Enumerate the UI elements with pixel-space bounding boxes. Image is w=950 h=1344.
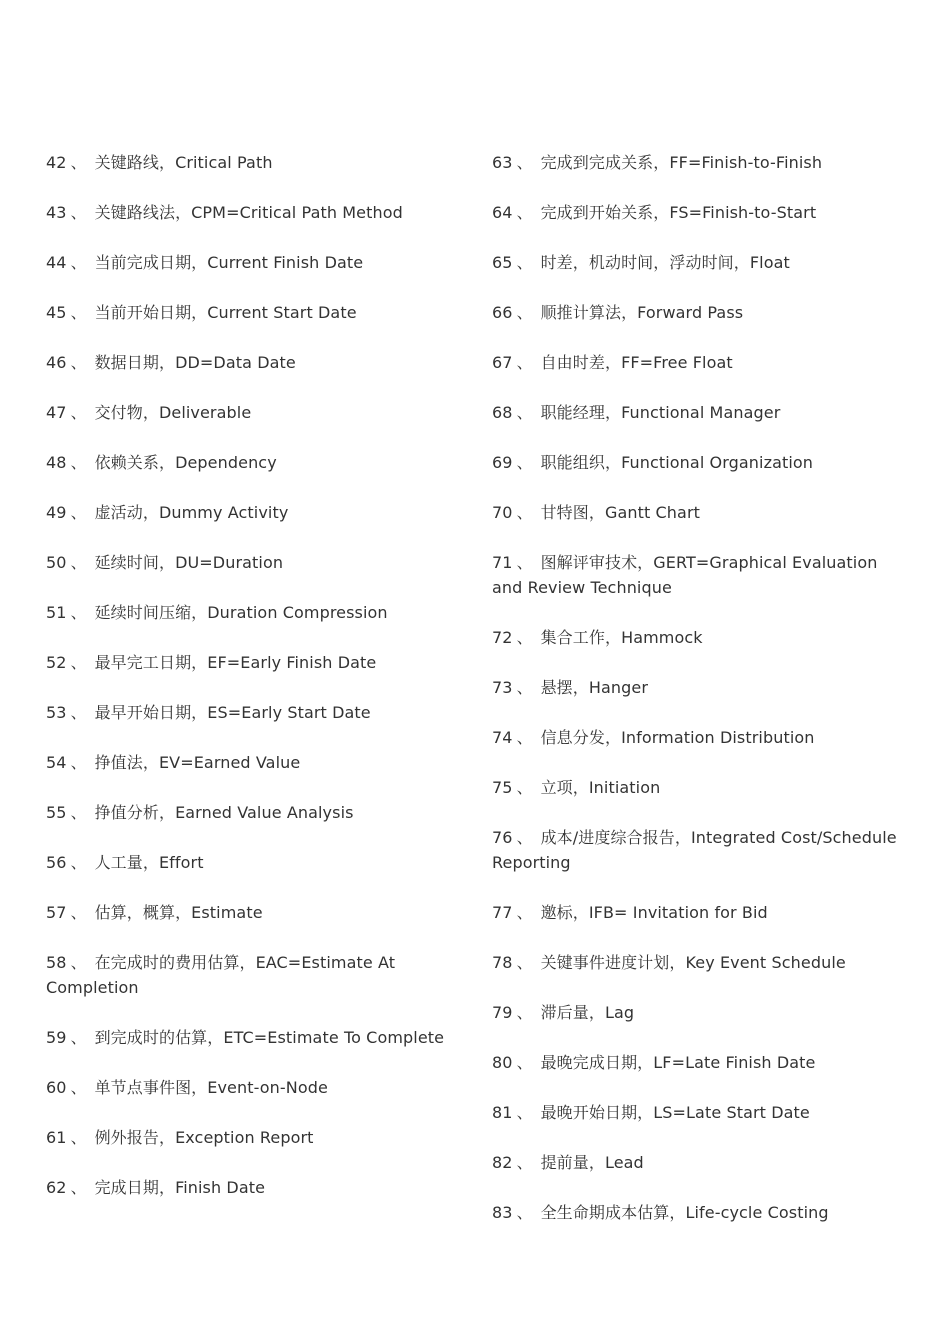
entry-text: 邀标，IFB= Invitation for Bid [540, 903, 768, 922]
entry-text: 最晚完成日期，LF=Late Finish Date [540, 1053, 816, 1072]
entry-text: 估算，概算，Estimate [94, 903, 263, 922]
glossary-entry [492, 350, 912, 375]
entry-number: 62 [46, 1178, 67, 1197]
entry-text: 自由时差，FF=Free Float [540, 353, 733, 372]
glossary-entry [492, 550, 912, 600]
glossary-entry [46, 1175, 456, 1200]
entry-text: 成本/进度综合报告，Integrated Cost/Schedule Reporting [492, 828, 897, 872]
glossary-entry [46, 150, 456, 175]
entry-text: 图解评审技术，GERT=Graphical Evaluation and Review Technique [492, 553, 878, 597]
entry-separator: 、 [70, 603, 87, 622]
entry-separator: 、 [70, 253, 87, 272]
entry-number: 70 [492, 503, 513, 522]
entry-number: 81 [492, 1103, 513, 1122]
entry-separator: 、 [516, 353, 533, 372]
entry-separator: 、 [516, 1203, 533, 1222]
entry-separator: 、 [516, 678, 533, 697]
entry-text: 延续时间，DU=Duration [94, 553, 284, 572]
glossary-entry [46, 250, 456, 275]
entry-number: 47 [46, 403, 67, 422]
entry-separator: 、 [70, 1178, 87, 1197]
entry-number: 74 [492, 728, 513, 747]
entry-number: 50 [46, 553, 67, 572]
entry-text: 在完成时的费用估算，EAC=Estimate At Completion [46, 953, 396, 997]
glossary-entry [46, 200, 456, 225]
glossary-entry [46, 850, 456, 875]
entry-separator: 、 [70, 1078, 87, 1097]
glossary-entry [492, 150, 912, 175]
entry-number: 83 [492, 1203, 513, 1222]
entry-text: 最早完工日期，EF=Early Finish Date [94, 653, 377, 672]
entry-text: 延续时间压缩，Duration Compression [94, 603, 388, 622]
entry-separator: 、 [516, 903, 533, 922]
entry-text: 交付物，Deliverable [94, 403, 252, 422]
entry-separator: 、 [70, 203, 87, 222]
entry-separator: 、 [516, 553, 533, 572]
entry-number: 64 [492, 203, 513, 222]
entry-number: 61 [46, 1128, 67, 1147]
entry-number: 78 [492, 953, 513, 972]
glossary-entry [492, 300, 912, 325]
entry-separator: 、 [70, 453, 87, 472]
glossary-entry [46, 650, 456, 675]
glossary-entry [46, 1075, 456, 1100]
entry-number: 71 [492, 553, 513, 572]
entry-separator: 、 [70, 953, 87, 972]
entry-number: 76 [492, 828, 513, 847]
glossary-entry [46, 700, 456, 725]
glossary-entry [492, 950, 912, 975]
entry-separator: 、 [516, 828, 533, 847]
entry-separator: 、 [516, 728, 533, 747]
glossary-entry [46, 800, 456, 825]
entry-separator: 、 [70, 903, 87, 922]
entry-number: 72 [492, 628, 513, 647]
entry-separator: 、 [70, 1128, 87, 1147]
entry-separator: 、 [70, 403, 87, 422]
glossary-column-left [46, 150, 456, 1225]
entry-number: 44 [46, 253, 67, 272]
glossary-entry [492, 450, 912, 475]
glossary-column-right [492, 150, 912, 1250]
entry-text: 单节点事件图，Event-on-Node [94, 1078, 328, 1097]
entry-separator: 、 [516, 153, 533, 172]
entry-number: 65 [492, 253, 513, 272]
entry-text: 时差，机动时间，浮动时间，Float [540, 253, 790, 272]
entry-text: 完成到完成关系，FF=Finish-to-Finish [540, 153, 823, 172]
glossary-entry [46, 350, 456, 375]
entry-text: 甘特图，Gantt Chart [540, 503, 701, 522]
entry-separator: 、 [70, 303, 87, 322]
entry-text: 例外报告，Exception Report [94, 1128, 314, 1147]
entry-text: 信息分发，Information Distribution [540, 728, 815, 747]
glossary-entry [46, 550, 456, 575]
entry-separator: 、 [70, 1028, 87, 1047]
glossary-entry [492, 1100, 912, 1125]
glossary-entry [492, 1050, 912, 1075]
entry-separator: 、 [516, 203, 533, 222]
glossary-entry [46, 600, 456, 625]
glossary-entry [46, 750, 456, 775]
entry-number: 48 [46, 453, 67, 472]
glossary-entry [492, 900, 912, 925]
entry-separator: 、 [516, 253, 533, 272]
glossary-entry [46, 1025, 456, 1050]
entry-text: 关键路线，Critical Path [94, 153, 273, 172]
entry-separator: 、 [70, 353, 87, 372]
entry-text: 滞后量，Lag [540, 1003, 635, 1022]
glossary-entry [492, 625, 912, 650]
glossary-entry [492, 1150, 912, 1175]
entry-text: 最晚开始日期，LS=Late Start Date [540, 1103, 810, 1122]
entry-text: 当前完成日期，Current Finish Date [94, 253, 364, 272]
entry-text: 依赖关系，Dependency [94, 453, 277, 472]
entry-number: 45 [46, 303, 67, 322]
entry-separator: 、 [516, 503, 533, 522]
glossary-entry [46, 900, 456, 925]
entry-text: 立项，Initiation [540, 778, 661, 797]
entry-text: 悬摆，Hanger [540, 678, 649, 697]
entry-text: 关键路线法，CPM=Critical Path Method [94, 203, 403, 222]
entry-separator: 、 [70, 803, 87, 822]
glossary-entry [492, 725, 912, 750]
entry-separator: 、 [70, 153, 87, 172]
entry-number: 77 [492, 903, 513, 922]
glossary-entry [492, 775, 912, 800]
entry-number: 75 [492, 778, 513, 797]
glossary-entry [46, 500, 456, 525]
entry-number: 80 [492, 1053, 513, 1072]
entry-number: 63 [492, 153, 513, 172]
entry-text: 挣值分析，Earned Value Analysis [94, 803, 354, 822]
entry-number: 60 [46, 1078, 67, 1097]
entry-number: 66 [492, 303, 513, 322]
glossary-entry [492, 250, 912, 275]
entry-number: 79 [492, 1003, 513, 1022]
entry-separator: 、 [516, 628, 533, 647]
entry-number: 54 [46, 753, 67, 772]
entry-number: 52 [46, 653, 67, 672]
entry-number: 67 [492, 353, 513, 372]
entry-number: 55 [46, 803, 67, 822]
glossary-entry [492, 825, 912, 875]
glossary-entry [46, 1125, 456, 1150]
entry-text: 关键事件进度计划，Key Event Schedule [540, 953, 846, 972]
glossary-entry [46, 950, 456, 1000]
entry-text: 集合工作，Hammock [540, 628, 703, 647]
entry-separator: 、 [516, 778, 533, 797]
glossary-entry [46, 300, 456, 325]
entry-text: 到完成时的估算，ETC=Estimate To Complete [94, 1028, 445, 1047]
entry-number: 49 [46, 503, 67, 522]
glossary-entry [492, 1200, 912, 1225]
entry-text: 职能经理，Functional Manager [540, 403, 781, 422]
entry-separator: 、 [70, 703, 87, 722]
entry-separator: 、 [70, 653, 87, 672]
entry-separator: 、 [516, 1003, 533, 1022]
entry-text: 当前开始日期，Current Start Date [94, 303, 357, 322]
entry-text: 提前量，Lead [540, 1153, 644, 1172]
entry-text: 完成到开始关系，FS=Finish-to-Start [540, 203, 817, 222]
entry-number: 59 [46, 1028, 67, 1047]
glossary-entry [46, 450, 456, 475]
entry-number: 58 [46, 953, 67, 972]
entry-number: 82 [492, 1153, 513, 1172]
entry-separator: 、 [516, 303, 533, 322]
entry-text: 人工量，Effort [94, 853, 204, 872]
glossary-entry [492, 675, 912, 700]
entry-separator: 、 [516, 953, 533, 972]
entry-text: 完成日期，Finish Date [94, 1178, 266, 1197]
entry-separator: 、 [70, 503, 87, 522]
entry-number: 68 [492, 403, 513, 422]
glossary-entry [492, 400, 912, 425]
glossary-entry [492, 1000, 912, 1025]
entry-number: 69 [492, 453, 513, 472]
entry-separator: 、 [70, 853, 87, 872]
entry-separator: 、 [516, 403, 533, 422]
entry-separator: 、 [70, 553, 87, 572]
entry-separator: 、 [70, 753, 87, 772]
glossary-entry [492, 500, 912, 525]
entry-text: 最早开始日期，ES=Early Start Date [94, 703, 371, 722]
entry-number: 53 [46, 703, 67, 722]
entry-text: 数据日期，DD=Data Date [94, 353, 296, 372]
entry-number: 46 [46, 353, 67, 372]
entry-text: 顺推计算法，Forward Pass [540, 303, 744, 322]
entry-number: 42 [46, 153, 67, 172]
entry-number: 56 [46, 853, 67, 872]
entry-text: 职能组织，Functional Organization [540, 453, 814, 472]
entry-number: 51 [46, 603, 67, 622]
entry-text: 虚活动，Dummy Activity [94, 503, 289, 522]
entry-text: 全生命期成本估算，Life-cycle Costing [540, 1203, 829, 1222]
entry-number: 73 [492, 678, 513, 697]
entry-separator: 、 [516, 453, 533, 472]
entry-separator: 、 [516, 1103, 533, 1122]
entry-separator: 、 [516, 1053, 533, 1072]
glossary-entry [46, 400, 456, 425]
entry-separator: 、 [516, 1153, 533, 1172]
entry-number: 57 [46, 903, 67, 922]
entry-number: 43 [46, 203, 67, 222]
entry-text: 挣值法，EV=Earned Value [94, 753, 301, 772]
glossary-entry [492, 200, 912, 225]
